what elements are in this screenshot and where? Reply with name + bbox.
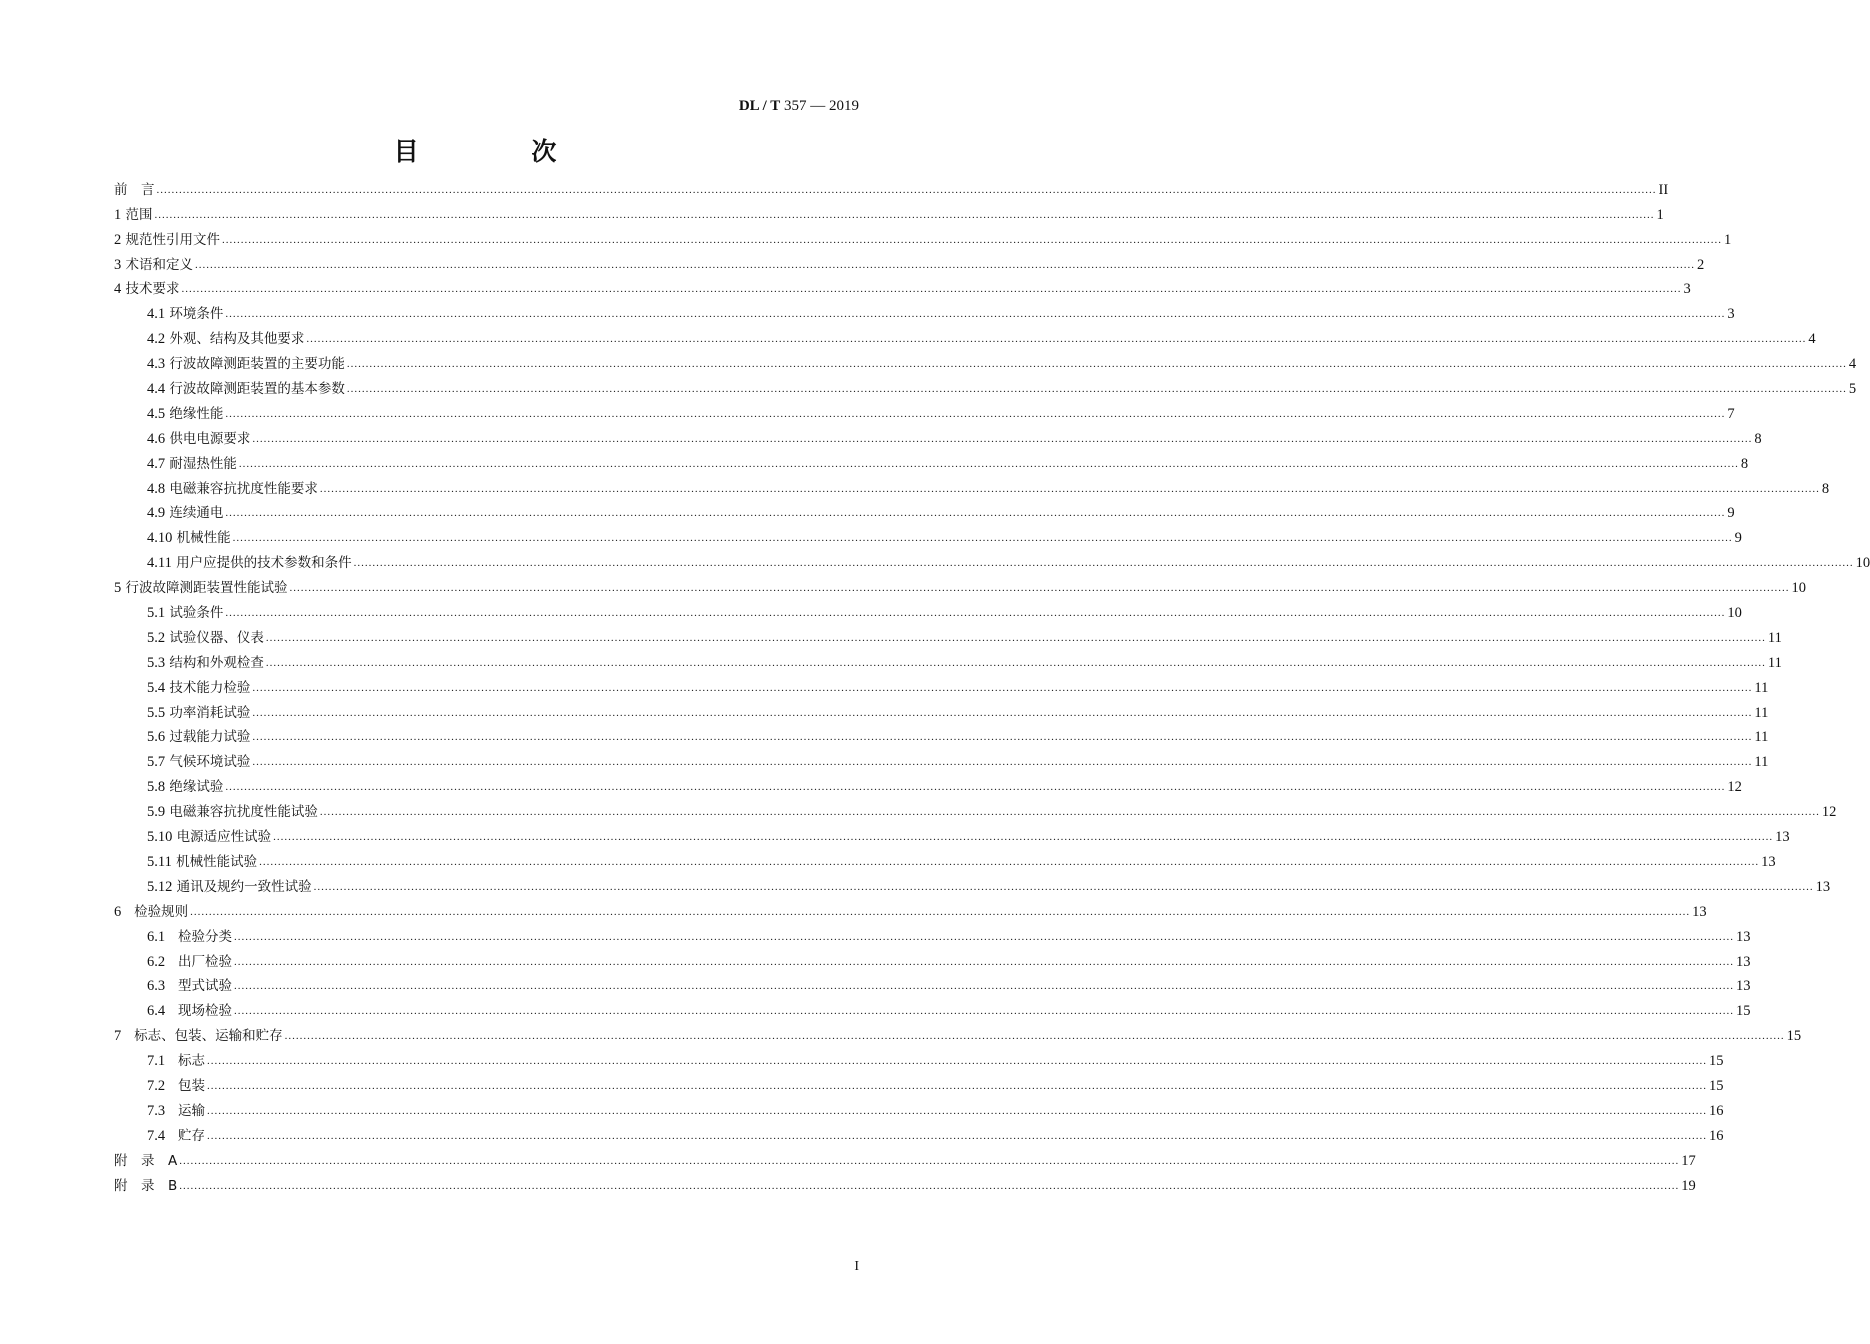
toc-entry-number: 4.8 — [147, 480, 166, 497]
toc-entry[interactable] — [114, 423, 1762, 448]
toc-entry-number: 7.4 — [147, 1127, 166, 1144]
toc-entry[interactable] — [114, 547, 1870, 572]
toc-entry-page: 16 — [1709, 1102, 1724, 1119]
toc-entry-title: 功率消耗试验 — [169, 704, 251, 721]
toc-entry[interactable] — [114, 1170, 1696, 1195]
toc-entry-page: 10 — [1791, 580, 1807, 597]
toc-leader-dots: ................................................................................................................................................................................................................................................................................................................................................................................................................ — [346, 383, 1847, 396]
toc-entry-label — [114, 1028, 285, 1045]
toc-entry-number: 6.1 — [147, 928, 166, 945]
toc-entry-title: 气候环境试验 — [169, 754, 251, 771]
toc-leader-dots: ................................................................................................................................................................................................................................................................................................................................................................................................................ — [234, 1005, 1735, 1018]
toc-entry-title: 过载能力试验 — [169, 729, 251, 746]
toc-entry-page: 9 — [1727, 505, 1735, 522]
toc-leader-dots: ................................................................................................................................................................................................................................................................................................................................................................................................................ — [156, 183, 1657, 196]
toc-entry-label — [147, 505, 225, 522]
toc-entry-title: 试验仪器、仪表 — [169, 629, 264, 646]
toc-entry-number: 7 — [114, 1028, 122, 1045]
toc-entry-label — [147, 1003, 234, 1020]
toc-leader-dots: ................................................................................................................................................................................................................................................................................................................................................................................................................ — [346, 358, 1847, 371]
toc-entry-page: 12 — [1821, 804, 1837, 821]
toc-entry[interactable] — [114, 274, 1691, 299]
toc-entry-label — [114, 1153, 179, 1170]
toc-leader-dots: ................................................................................................................................................................................................................................................................................................................................................................................................................ — [225, 781, 1726, 794]
toc-leader-dots: ................................................................................................................................................................................................................................................................................................................................................................................................................ — [179, 1154, 1680, 1167]
toc-entry-number: 4.2 — [147, 331, 166, 348]
toc-entry[interactable] — [114, 174, 1669, 199]
toc-entry-page: 13 — [1736, 928, 1751, 945]
toc-entry[interactable] — [114, 771, 1742, 796]
toc-entry-label — [147, 804, 320, 821]
toc-entry-number: 7.2 — [147, 1077, 166, 1094]
toc-entry-title: 外观、结构及其他要求 — [169, 331, 305, 348]
toc-entry-title: 电磁兼容抗扰度性能要求 — [169, 480, 318, 497]
toc-entry-page: 15 — [1709, 1077, 1724, 1094]
toc-leader-dots: ................................................................................................................................................................................................................................................................................................................................................................................................................ — [207, 1079, 1708, 1092]
standard-prefix: DL / T — [738, 98, 781, 114]
toc-entry-page: 8 — [1754, 430, 1762, 447]
toc-entry-page: 19 — [1681, 1177, 1696, 1194]
toc-entry-title: 行波故障测距装置性能试验 — [125, 580, 288, 597]
toc-leader-dots: ................................................................................................................................................................................................................................................................................................................................................................................................................ — [225, 407, 1726, 420]
toc-entry-label — [147, 978, 234, 995]
toc-entry[interactable] — [114, 448, 1749, 473]
toc-entry-page: 13 — [1736, 953, 1751, 970]
toc-entry-title: 绝缘试验 — [169, 779, 224, 796]
toc-entry-page: 15 — [1736, 1003, 1751, 1020]
toc-entry-label — [147, 655, 266, 672]
toc-entry-number: 5 — [114, 580, 122, 597]
toc-entry-page: 4 — [1808, 331, 1816, 348]
toc-entry-label — [147, 1053, 207, 1070]
toc-entry-number: 4.9 — [147, 505, 166, 522]
toc-entry[interactable] — [114, 697, 1769, 722]
toc-entry-title: 前 言 — [114, 181, 155, 198]
toc-leader-dots: ................................................................................................................................................................................................................................................................................................................................................................................................................ — [252, 706, 1753, 719]
toc-leader-dots: ................................................................................................................................................................................................................................................................................................................................................................................................................ — [181, 283, 1682, 296]
toc-leader-dots: ................................................................................................................................................................................................................................................................................................................................................................................................................ — [207, 1129, 1708, 1142]
toc-entry-number: 1 — [114, 206, 122, 223]
toc-entry-label — [114, 580, 290, 597]
toc-entry-page: 13 — [1815, 878, 1831, 895]
toc-entry-title: 绝缘性能 — [169, 405, 224, 422]
toc-entry-title: 范围 — [125, 206, 153, 223]
toc-entry-title: 出厂检验 — [169, 953, 233, 970]
toc-entry-title: 附 录 A — [114, 1152, 178, 1169]
toc-entry-page: 13 — [1692, 903, 1707, 920]
toc-entry-number: 5.8 — [147, 779, 166, 796]
toc-entry-title: 检验分类 — [169, 928, 233, 945]
toc-entry-label — [147, 431, 252, 448]
toc-entry-number: 5.6 — [147, 729, 166, 746]
standard-code — [739, 98, 859, 115]
toc-entry-title: 包装 — [169, 1077, 206, 1094]
toc-leader-dots: ................................................................................................................................................................................................................................................................................................................................................................................................................ — [284, 1030, 1785, 1043]
toc-entry[interactable] — [114, 722, 1769, 747]
toc-entry-label — [147, 356, 347, 373]
toc-leader-dots: ................................................................................................................................................................................................................................................................................................................................................................................................................ — [179, 1179, 1680, 1192]
toc-entry-number: 5.11 — [147, 853, 172, 870]
toc-entry[interactable] — [114, 896, 1707, 921]
toc-entry-number: 5.5 — [147, 704, 166, 721]
toc-entry-title: 技术能力检验 — [169, 679, 251, 696]
toc-entry-title: 试验条件 — [169, 605, 224, 622]
toc-entry-page: 17 — [1681, 1152, 1696, 1169]
toc-entry-page: 3 — [1683, 281, 1691, 298]
toc-entry[interactable] — [114, 398, 1735, 423]
toc-entry-label — [147, 954, 234, 971]
toc-leader-dots: ................................................................................................................................................................................................................................................................................................................................................................................................................ — [259, 855, 1760, 868]
toc-leader-dots: ................................................................................................................................................................................................................................................................................................................................................................................................................ — [234, 955, 1735, 968]
toc-entry[interactable] — [114, 746, 1769, 771]
toc-entry-title: 连续通电 — [169, 505, 224, 522]
toc-entry-number: 4.5 — [147, 405, 166, 422]
toc-entry-title: 检验规则 — [125, 903, 189, 920]
toc-leader-dots: ................................................................................................................................................................................................................................................................................................................................................................................................................ — [207, 1055, 1708, 1068]
toc-leader-dots: ................................................................................................................................................................................................................................................................................................................................................................................................................ — [265, 656, 1766, 669]
toc-entry[interactable] — [114, 498, 1735, 523]
toc-entry-title: 机械性能 — [176, 530, 231, 547]
toc-leader-dots: ................................................................................................................................................................................................................................................................................................................................................................................................................ — [234, 980, 1735, 993]
toc-entry-number: 4.3 — [147, 356, 166, 373]
toc-entry[interactable] — [114, 647, 1782, 672]
toc-entry-page: 15 — [1786, 1028, 1802, 1045]
toc-entry-label — [114, 182, 157, 199]
toc-leader-dots: ................................................................................................................................................................................................................................................................................................................................................................................................................ — [252, 731, 1753, 744]
toc-entry-label — [147, 331, 306, 348]
toc-leader-dots: ................................................................................................................................................................................................................................................................................................................................................................................................................ — [190, 905, 1691, 918]
toc-entry-page: 8 — [1740, 455, 1749, 472]
toc-entry-label — [147, 929, 234, 946]
toc-entry-number: 4.4 — [147, 381, 166, 398]
toc-entry[interactable] — [114, 572, 1807, 597]
toc-entry-page: 11 — [1754, 754, 1769, 771]
toc-entry[interactable] — [114, 1020, 1802, 1045]
toc-entry-number: 5.3 — [147, 654, 166, 671]
toc-entry[interactable] — [114, 971, 1751, 996]
toc-entry-page: 2 — [1697, 256, 1705, 273]
toc-entry[interactable] — [114, 946, 1751, 971]
toc-entry-page: 13 — [1736, 978, 1751, 995]
toc-leader-dots: ................................................................................................................................................................................................................................................................................................................................................................................................................ — [238, 457, 1739, 470]
toc-entry[interactable] — [114, 821, 1790, 846]
toc-entry-title: 规范性引用文件 — [125, 231, 221, 248]
toc-entry[interactable] — [114, 1095, 1724, 1120]
toc-entry[interactable] — [114, 522, 1742, 547]
toc-entry-page: 5 — [1848, 381, 1857, 398]
toc-entry-number: 5.12 — [147, 878, 173, 895]
toc-entry-label — [147, 605, 225, 622]
toc-entry[interactable] — [114, 298, 1735, 323]
toc-entry-title: 附 录 B — [114, 1177, 178, 1194]
toc-leader-dots: ................................................................................................................................................................................................................................................................................................................................................................................................................ — [222, 233, 1723, 246]
toc-entry-title: 标志、包装、运输和贮存 — [125, 1028, 283, 1045]
toc-leader-dots: ................................................................................................................................................................................................................................................................................................................................................................................................................ — [225, 607, 1726, 620]
toc-entry-label — [147, 456, 239, 473]
toc-entry-label — [147, 754, 252, 771]
toc-entry-label — [147, 381, 347, 398]
toc-entry-label — [147, 530, 233, 547]
toc-entry-label — [147, 729, 252, 746]
toc-entry-label — [147, 879, 314, 896]
toc-entry-page: 9 — [1734, 530, 1742, 547]
toc-entry[interactable] — [114, 1145, 1696, 1170]
toc-entry-page: 7 — [1727, 405, 1735, 422]
toc-entry-number: 4.1 — [147, 306, 166, 323]
toc-entry-label — [114, 232, 222, 249]
toc-leader-dots: ................................................................................................................................................................................................................................................................................................................................................................................................................ — [225, 308, 1726, 321]
toc-entry-number: 6 — [114, 903, 122, 920]
toc-leader-dots: ................................................................................................................................................................................................................................................................................................................................................................................................................ — [273, 831, 1774, 844]
toc-entry[interactable] — [114, 1120, 1724, 1145]
toc-entry-title: 电源适应性试验 — [176, 829, 272, 846]
toc-entry-page: II — [1658, 181, 1669, 198]
toc-entry-page: 11 — [1754, 729, 1769, 746]
toc-entry-label — [114, 281, 182, 298]
toc-leader-dots: ................................................................................................................................................................................................................................................................................................................................................................................................................ — [207, 1104, 1708, 1117]
toc-entry-number: 5.2 — [147, 629, 166, 646]
toc-entry[interactable] — [114, 1045, 1724, 1070]
toc-entry-title: 行波故障测距装置的基本参数 — [169, 381, 345, 398]
toc-entry-number: 7.1 — [147, 1053, 166, 1070]
toc-entry-page: 10 — [1727, 605, 1742, 622]
toc-entry-label — [114, 904, 190, 921]
toc-entry[interactable] — [114, 921, 1751, 946]
toc-entry-number: 4 — [114, 281, 122, 298]
toc-entry-title: 行波故障测距装置的主要功能 — [169, 356, 345, 373]
toc-entry-label — [147, 779, 225, 796]
toc-entry[interactable] — [114, 672, 1769, 697]
toc-entry-label — [147, 1103, 207, 1120]
toc-entry[interactable] — [114, 348, 1857, 373]
toc-entry-page: 4 — [1848, 356, 1857, 373]
toc-entry-label — [147, 829, 273, 846]
toc-entry-title: 技术要求 — [125, 281, 180, 298]
toc-leader-dots: ................................................................................................................................................................................................................................................................................................................................................................................................................ — [252, 756, 1753, 769]
toc-entry-title: 电磁兼容抗扰度性能试验 — [169, 804, 318, 821]
toc-entry-title: 结构和外观检查 — [169, 654, 264, 671]
toc-entry-number: 4.7 — [147, 455, 166, 472]
toc-entry-number: 3 — [114, 256, 122, 273]
toc-entry[interactable] — [114, 199, 1664, 224]
toc-leader-dots: ................................................................................................................................................................................................................................................................................................................................................................................................................ — [265, 631, 1766, 644]
toc-entry[interactable] — [114, 597, 1742, 622]
toc-entry-number: 4.11 — [147, 555, 172, 572]
toc-entry-label — [147, 306, 225, 323]
toc-entry-number: 5.9 — [147, 804, 166, 821]
toc-entry-number: 5.7 — [147, 754, 166, 771]
toc-entry[interactable] — [114, 249, 1705, 274]
toc-entry-page: 11 — [1767, 654, 1782, 671]
toc-entry-title: 现场检验 — [169, 1003, 233, 1020]
toc-entry-label — [147, 854, 259, 871]
toc-entry[interactable] — [114, 1070, 1724, 1095]
toc-entry-title: 标志 — [169, 1053, 206, 1070]
toc-entry-title: 通讯及规约一致性试验 — [176, 878, 312, 895]
toc-entry-page: 11 — [1767, 629, 1782, 646]
toc-entry-page: 16 — [1709, 1127, 1724, 1144]
page-number: I — [854, 1259, 859, 1274]
toc-entry-page: 13 — [1761, 853, 1776, 870]
toc-leader-dots: ................................................................................................................................................................................................................................................................................................................................................................................................................ — [234, 930, 1735, 943]
toc-entry-number: 5.10 — [147, 829, 173, 846]
toc-entry-number: 6.4 — [147, 1003, 166, 1020]
toc-entry[interactable] — [114, 796, 1837, 821]
toc-entry-title: 贮存 — [169, 1127, 206, 1144]
toc-entry-title: 运输 — [169, 1102, 206, 1119]
toc-entry-page: 15 — [1709, 1053, 1724, 1070]
toc-entry-page: 11 — [1754, 704, 1769, 721]
toc-entry-title: 环境条件 — [169, 306, 224, 323]
toc-entry[interactable] — [114, 373, 1857, 398]
toc-leader-dots: ................................................................................................................................................................................................................................................................................................................................................................................................................ — [195, 258, 1696, 271]
toc-entry-number: 6.2 — [147, 953, 166, 970]
toc-entry-page: 13 — [1775, 829, 1790, 846]
toc-entry-label — [114, 1178, 179, 1195]
toc-entry-title: 型式试验 — [169, 978, 233, 995]
toc-leader-dots: ................................................................................................................................................................................................................................................................................................................................................................................................................ — [252, 681, 1753, 694]
toc-leader-dots: ................................................................................................................................................................................................................................................................................................................................................................................................................ — [353, 557, 1854, 570]
toc-entry-number: 2 — [114, 231, 122, 248]
standard-number: 357 — 2019 — [784, 98, 859, 114]
toc-entry[interactable] — [114, 995, 1751, 1020]
toc-entry-page: 10 — [1855, 555, 1870, 572]
toc-entry[interactable] — [114, 622, 1782, 647]
toc-leader-dots: ................................................................................................................................................................................................................................................................................................................................................................................................................ — [319, 482, 1820, 495]
toc-entry-label — [147, 1078, 207, 1095]
toc-entry-label — [147, 680, 252, 697]
toc-entry-page: 1 — [1724, 231, 1732, 248]
toc-leader-dots: ................................................................................................................................................................................................................................................................................................................................................................................................................ — [252, 432, 1753, 445]
toc-entry-page: 1 — [1656, 206, 1664, 223]
toc-entry-page: 12 — [1727, 779, 1742, 796]
toc-entry-title: 机械性能试验 — [176, 853, 258, 870]
toc-leader-dots: ................................................................................................................................................................................................................................................................................................................................................................................................................ — [232, 532, 1733, 545]
toc-entry-number: 4.10 — [147, 530, 173, 547]
toc-entry-page: 11 — [1754, 679, 1769, 696]
toc-entry[interactable] — [114, 323, 1816, 348]
toc-entry-number: 4.6 — [147, 430, 166, 447]
toc-entry-label — [147, 406, 225, 423]
toc-entry-title: 用户应提供的技术参数和条件 — [176, 555, 352, 572]
toc-leader-dots: ................................................................................................................................................................................................................................................................................................................................................................................................................ — [154, 208, 1655, 221]
toc-entry-number: 5.1 — [147, 605, 166, 622]
toc-entry[interactable] — [114, 224, 1732, 249]
table-of-contents — [114, 174, 1870, 1195]
toc-entry-label — [114, 257, 195, 274]
toc-leader-dots: ................................................................................................................................................................................................................................................................................................................................................................................................................ — [306, 333, 1807, 346]
toc-entry-label — [147, 481, 320, 498]
toc-entry[interactable] — [114, 846, 1776, 871]
toc-entry-label — [147, 1128, 207, 1145]
toc-entry-number: 5.4 — [147, 679, 166, 696]
toc-entry-page: 8 — [1821, 480, 1830, 497]
toc-entry[interactable] — [114, 871, 1831, 896]
toc-entry-label — [147, 705, 252, 722]
toc-entry-label — [147, 555, 354, 572]
toc-entry-number: 6.3 — [147, 978, 166, 995]
toc-entry-label — [147, 630, 266, 647]
toc-entry-label — [114, 207, 155, 224]
toc-entry-title: 供电电源要求 — [169, 430, 251, 447]
toc-entry-title: 术语和定义 — [125, 256, 194, 273]
page-title: 目 次 — [393, 137, 609, 166]
toc-leader-dots: ................................................................................................................................................................................................................................................................................................................................................................................................................ — [289, 582, 1790, 595]
toc-entry-title: 耐湿热性能 — [169, 455, 237, 472]
toc-leader-dots: ................................................................................................................................................................................................................................................................................................................................................................................................................ — [225, 507, 1726, 520]
toc-entry-page: 3 — [1727, 306, 1735, 323]
toc-leader-dots: ................................................................................................................................................................................................................................................................................................................................................................................................................ — [313, 880, 1814, 893]
toc-leader-dots: ................................................................................................................................................................................................................................................................................................................................................................................................................ — [319, 806, 1820, 819]
toc-entry-number: 7.3 — [147, 1102, 166, 1119]
toc-entry[interactable] — [114, 473, 1830, 498]
